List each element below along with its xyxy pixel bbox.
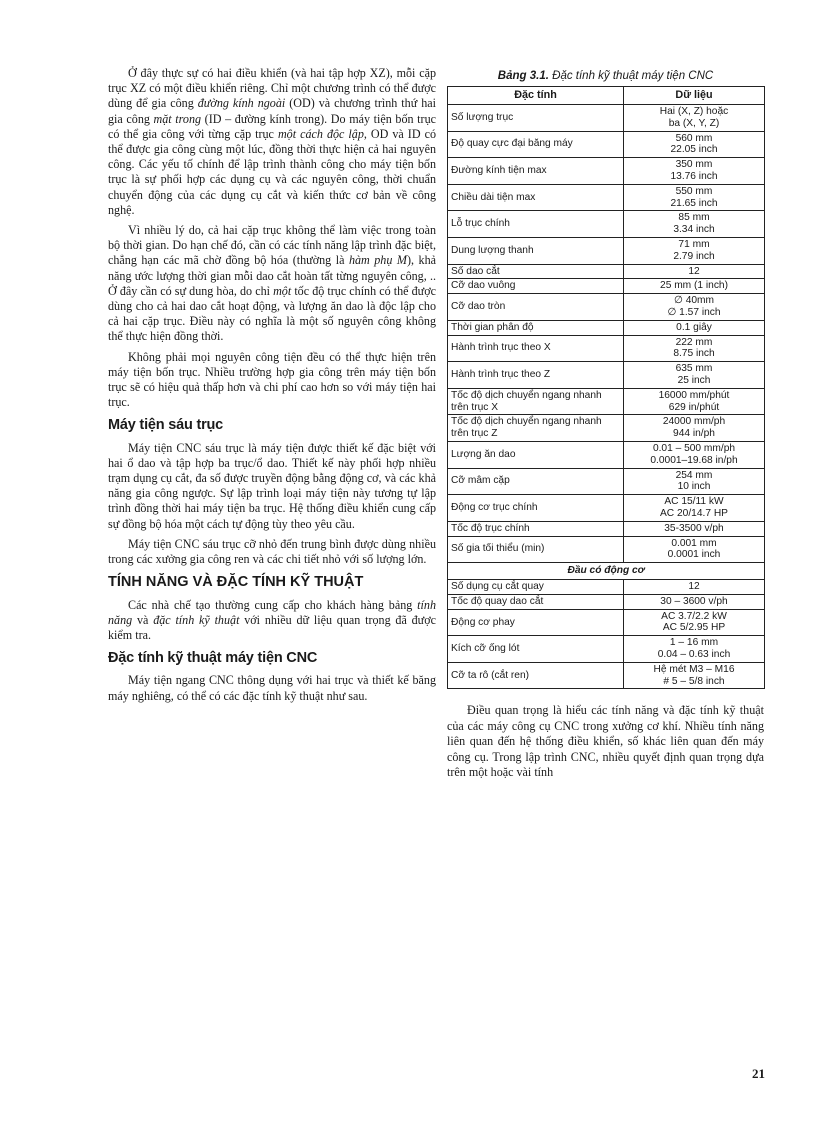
- paragraph: Máy tiện CNC sáu trục cỡ nhỏ đến trung bình được dùng nhiều trong các xưởng gia công ren và các chi tiết nhỏ với số lượng lớn.: [108, 536, 436, 567]
- value-cell: 12: [624, 264, 765, 279]
- value-cell: 35-3500 v/ph: [624, 521, 765, 536]
- property-cell: Tốc độ dịch chuyển ngang nhanh trên trục X: [448, 388, 624, 415]
- value-cell: 30 – 3600 v/ph: [624, 594, 765, 609]
- property-cell: Chiều dài tiện max: [448, 184, 624, 211]
- paragraph-text: ), khả năng ước lượng thời gian mỗi dao cắt hoàn tất từng nguyên công, .. Ở đây cần có sự dung hòa, do chỉ: [108, 253, 436, 298]
- table-section: [448, 563, 765, 580]
- value-cell: 0.01 – 500 mm/ph 0.0001–19.68 in/ph: [624, 441, 765, 468]
- table-row: [448, 636, 765, 663]
- table-row: [448, 662, 765, 689]
- property-cell: Số lượng trục: [448, 105, 624, 132]
- value-cell: 25 mm (1 inch): [624, 279, 765, 294]
- property-cell: Hành trình trục theo X: [448, 335, 624, 362]
- table-row: [448, 609, 765, 636]
- table-row: [448, 294, 765, 321]
- left-column: [108, 66, 436, 709]
- property-cell: Số dụng cụ cắt quay: [448, 580, 624, 595]
- table-row: [448, 468, 765, 495]
- table-row: [448, 211, 765, 238]
- paragraph: Điều quan trọng là hiểu các tính năng và đặc tính kỹ thuật của các máy công cụ CNC trong xưởng cơ khí. Nhiều tính năng liên quan đến hệ thống điều khiển, số khác liên quan đến máy công cụ. Trong lập trình CNC, nhiều quyết định quan trọng dựa trên một hoặc vài tính: [447, 703, 764, 780]
- value-cell: 12: [624, 580, 765, 595]
- value-cell: 222 mm 8.75 inch: [624, 335, 765, 362]
- right-text: [447, 703, 764, 781]
- paragraph: [108, 223, 436, 345]
- property-cell: Thời gian phân độ: [448, 320, 624, 335]
- table-row: [448, 237, 765, 264]
- table-row: [448, 279, 765, 294]
- property-cell: Tốc độ trục chính: [448, 521, 624, 536]
- value-cell: 350 mm 13.76 inch: [624, 158, 765, 185]
- paragraph-text: , OD và ID có thể được gia công cùng một lúc, đồng thời thực hiện cả hai nguyên công. Các yếu tố chính để lập trình thành công cho máy tiện bốn trục là sự phối hợp các dụng cụ và các nguyên công, thời chuẩn chuyển động của các dụng cụ cắt và kiến thức cơ bản về công nghệ.: [108, 126, 436, 217]
- table-row: [448, 536, 765, 563]
- page-number: 21: [752, 1066, 765, 1081]
- value-cell: Hệ mét M3 – M16 # 5 – 5/8 inch: [624, 662, 765, 689]
- table-caption: [447, 66, 764, 86]
- property-cell: Độ quay cực đại băng máy: [448, 131, 624, 158]
- paragraph-text: Vì nhiều lý do, cả hai cặp trục không thể làm việc trong toàn bộ thời gian. Do hạn chế đó, cần có các tính năng lập trình đặc biệt, chẳng hạn các mã chờ đồng bộ hóa (thường là: [108, 223, 436, 268]
- paragraph-text: tốc độ trục chính có thể được dùng cho cả hai dao cắt hoạt động, và lượng ăn dao là độc lập cho cả hai cặp trục. Điều này có nghĩa là một số nguyên công không thể thực hiện đồng thời.: [108, 283, 436, 344]
- table-row: [448, 158, 765, 185]
- property-cell: Cỡ dao vuông: [448, 279, 624, 294]
- value-cell: 24000 mm/ph 944 in/ph: [624, 415, 765, 442]
- section-title-cell: Đầu có động cơ: [448, 563, 765, 580]
- header-cell-property: Đặc tính: [448, 87, 624, 105]
- property-cell: Lượng ăn dao: [448, 441, 624, 468]
- table-row: [448, 521, 765, 536]
- paragraph: Máy tiện ngang CNC thông dụng với hai trục và thiết kế băng máy nghiêng, có thể có các đặc tính kỹ thuật như sau.: [108, 673, 436, 703]
- table-row: [448, 105, 765, 132]
- value-cell: 71 mm 2.79 inch: [624, 237, 765, 264]
- table-row: [448, 131, 765, 158]
- property-cell: Hành trình trục theo Z: [448, 362, 624, 389]
- property-cell: Động cơ trục chính: [448, 495, 624, 522]
- section-heading: TÍNH NĂNG VÀ ĐẶC TÍNH KỸ THUẬT: [108, 574, 364, 591]
- value-cell: AC 15/11 kW AC 20/14.7 HP: [624, 495, 765, 522]
- table-header-row: [448, 87, 765, 105]
- value-cell: 0.001 mm 0.0001 inch: [624, 536, 765, 563]
- value-cell: Hai (X, Z) hoặc ba (X, Y, Z): [624, 105, 765, 132]
- spec-table: [447, 86, 765, 689]
- value-cell: 16000 mm/phút 629 in/phút: [624, 388, 765, 415]
- paragraph: [108, 66, 436, 218]
- paragraph-text: (OD) và chương trình thứ hai gia công: [108, 96, 437, 126]
- value-cell: 635 mm 25 inch: [624, 362, 765, 389]
- table-row: [448, 320, 765, 335]
- paragraph-text: với nhiều dữ liệu quan trọng đã được kiểm tra.: [108, 612, 436, 642]
- property-cell: Tốc độ dịch chuyển ngang nhanh trên trục Z: [448, 415, 624, 442]
- property-cell: Số gia tối thiểu (min): [448, 536, 624, 563]
- value-cell: AC 3.7/2.2 kW AC 5/2.95 HP: [624, 609, 765, 636]
- table-row: [448, 441, 765, 468]
- paragraph: Máy tiện CNC sáu trục là máy tiện được thiết kế đặc biệt với hai ổ dao và tập hợp ba trục/ổ dao. Thiết kế này phối hợp nhiều trạm dụng cụ cắt, đa số được truyền động bằng động cơ, và các khả năng gia công ngược. Sự lập trình loại máy tiện này tương tự lập trình đồng thời hai máy tiện ba trục. Hệ thống điều khiển cung cấp sự đồng bộ hóa một cách tự động tùy theo yêu cầu.: [108, 440, 436, 531]
- paragraph-text: và: [132, 612, 154, 627]
- paragraph-text: Các nhà chế tạo thường cung cấp cho khách hàng bảng: [128, 597, 418, 612]
- paragraph-text: Ở đây thực sự có hai điều khiển (và hai tập hợp XZ), mỗi cặp trục XZ có một điều khiển riêng. Chỉ một chương trình có thể được dùng để gia công: [108, 66, 436, 111]
- value-cell: ∅ 40mm ∅ 1.57 inch: [624, 294, 765, 321]
- emphasis-text: đặc tính kỹ thuật: [153, 612, 240, 627]
- property-cell: Tốc độ quay dao cắt: [448, 594, 624, 609]
- table-caption-label: Bảng 3.1.: [497, 70, 549, 82]
- section-heading: Đặc tính kỹ thuật máy tiện CNC: [108, 650, 318, 667]
- table-row: [448, 495, 765, 522]
- value-cell: 1 – 16 mm 0.04 – 0.63 inch: [624, 636, 765, 663]
- table-row: [448, 362, 765, 389]
- table-body: [448, 105, 765, 563]
- value-cell: 85 mm 3.34 inch: [624, 211, 765, 238]
- property-cell: Kích cỡ ống lót: [448, 636, 624, 663]
- emphasis-text: hàm phụ M: [348, 253, 407, 268]
- emphasis-text: một cách độc lập: [277, 126, 364, 141]
- table-row: [448, 264, 765, 279]
- property-cell: Động cơ phay: [448, 609, 624, 636]
- table-row: [448, 184, 765, 211]
- property-cell: Cỡ mâm cặp: [448, 468, 624, 495]
- value-cell: 254 mm 10 inch: [624, 468, 765, 495]
- table-section-row: [448, 563, 765, 580]
- emphasis-text: một: [273, 283, 292, 298]
- property-cell: Đường kính tiện max: [448, 158, 624, 185]
- table-row: [448, 335, 765, 362]
- table-body: [448, 580, 765, 689]
- paragraph: Không phải mọi nguyên công tiện đều có thể thực hiện trên máy tiện bốn trục. Nhiều trường hợp gia công trên máy tiện bốn trục sẽ có hiệu quả thấp hơn và chi phí cao hơn so với máy tiện hai trục.: [108, 349, 436, 410]
- emphasis-text: đường kính ngoài: [197, 96, 286, 111]
- value-cell: 560 mm 22.05 inch: [624, 131, 765, 158]
- value-cell: 0.1 giây: [624, 320, 765, 335]
- emphasis-text: tính năng: [108, 597, 436, 627]
- header-cell-value: Dữ liệu: [624, 87, 765, 105]
- paragraph: [108, 598, 436, 644]
- property-cell: Dung lượng thanh: [448, 237, 624, 264]
- emphasis-text: mặt trong: [153, 111, 202, 126]
- table-row: [448, 415, 765, 442]
- value-cell: 550 mm 21.65 inch: [624, 184, 765, 211]
- paragraph-text: (ID – đường kính trong). Do máy tiện bốn trục có thể gia công với từng cặp trục: [108, 111, 436, 141]
- property-cell: Cỡ ta rô (cắt ren): [448, 662, 624, 689]
- section-heading: Máy tiện sáu trục: [108, 417, 224, 434]
- property-cell: Cỡ dao tròn: [448, 294, 624, 321]
- table-caption-text: Đặc tính kỹ thuật máy tiện CNC: [548, 70, 714, 82]
- table-row: [448, 594, 765, 609]
- table-row: [448, 580, 765, 595]
- property-cell: Lỗ trục chính: [448, 211, 624, 238]
- table-row: [448, 388, 765, 415]
- right-column: [447, 66, 764, 781]
- property-cell: Số dao cắt: [448, 264, 624, 279]
